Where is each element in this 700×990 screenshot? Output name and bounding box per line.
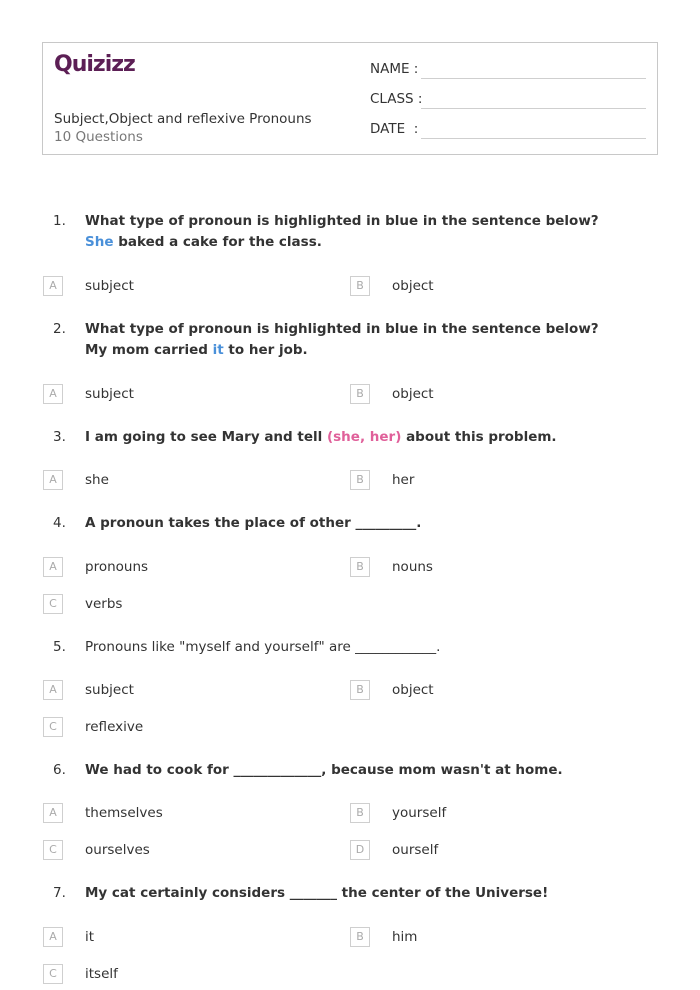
question-number: 1. — [53, 213, 66, 229]
question-line-1: What type of pronoun is highlighted in blue in the sentence below? — [85, 213, 599, 229]
option-b-box[interactable]: B — [350, 680, 370, 700]
option-c-text[interactable]: itself — [85, 966, 118, 982]
option-b-box[interactable]: B — [350, 384, 370, 404]
question-number: 3. — [53, 429, 66, 445]
option-a-text[interactable]: themselves — [85, 805, 163, 821]
option-a-box[interactable]: A — [43, 384, 63, 404]
question-line-1: What type of pronoun is highlighted in blue in the sentence below? — [85, 321, 599, 337]
option-a-text[interactable]: she — [85, 472, 109, 488]
worksheet-title: Subject,Object and reflexive Pronouns — [54, 111, 312, 127]
question-count: 10 Questions — [54, 129, 143, 145]
option-a-box[interactable]: A — [43, 927, 63, 947]
option-b-box[interactable]: B — [350, 276, 370, 296]
option-c-box[interactable]: C — [43, 964, 63, 984]
option-b-text[interactable]: object — [392, 682, 434, 698]
question-text: Pronouns like "myself and yourself" are ____________. — [85, 639, 441, 655]
option-c-text[interactable]: ourselves — [85, 842, 150, 858]
option-b-text[interactable]: yourself — [392, 805, 447, 821]
worksheet-header — [42, 42, 658, 155]
option-b-text[interactable]: nouns — [392, 559, 433, 575]
option-a-text[interactable]: subject — [85, 682, 134, 698]
date-line[interactable] — [421, 138, 646, 139]
question-text — [85, 427, 557, 448]
question-number: 6. — [53, 762, 66, 778]
sentence-start: My mom carried — [85, 342, 213, 358]
option-b-text[interactable]: object — [392, 386, 434, 402]
name-label: NAME : — [370, 61, 419, 77]
pronoun-choices: (she, her) — [326, 429, 402, 445]
question-number: 5. — [53, 639, 66, 655]
option-b-box[interactable]: B — [350, 927, 370, 947]
option-b-text[interactable]: her — [392, 472, 415, 488]
option-d-box[interactable]: D — [350, 840, 370, 860]
option-a-box[interactable]: A — [43, 803, 63, 823]
option-d-text[interactable]: ourself — [392, 842, 439, 858]
option-b-box[interactable]: B — [350, 803, 370, 823]
option-b-text[interactable]: him — [392, 929, 418, 945]
question-text: My cat certainly considers _______ the center of the Universe! — [85, 885, 549, 901]
question-number: 4. — [53, 515, 66, 531]
question-text — [85, 211, 599, 253]
class-line[interactable] — [421, 108, 646, 109]
name-line[interactable] — [421, 78, 646, 79]
sentence-rest: to her job. — [223, 342, 308, 358]
option-c-box[interactable]: C — [43, 717, 63, 737]
option-a-text[interactable]: it — [85, 929, 95, 945]
option-a-box[interactable]: A — [43, 276, 63, 296]
option-a-text[interactable]: subject — [85, 386, 134, 402]
sentence-rest: about this problem. — [401, 429, 557, 445]
question-text: A pronoun takes the place of other _________. — [85, 515, 422, 531]
option-a-box[interactable]: A — [43, 680, 63, 700]
option-c-text[interactable]: reflexive — [85, 719, 144, 735]
date-label: DATE : — [370, 121, 419, 137]
question-number: 7. — [53, 885, 66, 901]
sentence-rest: baked a cake for the class. — [113, 234, 322, 250]
question-text — [85, 319, 599, 361]
option-c-box[interactable]: C — [43, 594, 63, 614]
question-number: 2. — [53, 321, 66, 337]
option-b-box[interactable]: B — [350, 470, 370, 490]
option-b-box[interactable]: B — [350, 557, 370, 577]
sentence-start: I am going to see Mary and tell — [85, 429, 327, 445]
question-line-2 — [85, 340, 599, 361]
quizizz-logo: Quizizz — [54, 52, 135, 77]
highlighted-pronoun: She — [85, 234, 114, 250]
highlighted-pronoun: it — [212, 342, 224, 358]
option-a-box[interactable]: A — [43, 557, 63, 577]
option-c-text[interactable]: verbs — [85, 596, 123, 612]
option-c-box[interactable]: C — [43, 840, 63, 860]
option-a-text[interactable]: pronouns — [85, 559, 149, 575]
question-text: We had to cook for _____________, because mom wasn't at home. — [85, 762, 563, 778]
class-label: CLASS : — [370, 91, 423, 107]
option-a-box[interactable]: A — [43, 470, 63, 490]
question-line-2 — [85, 232, 599, 253]
option-a-text[interactable]: subject — [85, 278, 134, 294]
option-b-text[interactable]: object — [392, 278, 434, 294]
